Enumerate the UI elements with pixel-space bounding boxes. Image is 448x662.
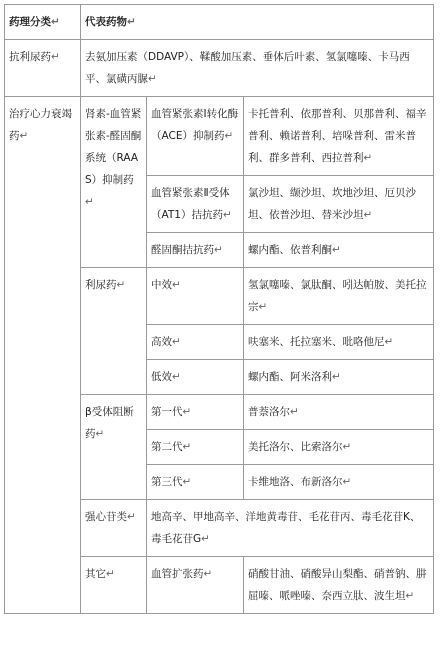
acei-label: 血管紧张素Ⅰ转化酶（ACE）抑制药↵ [147,97,244,176]
diuretics-low-drugs: 螺内酯、阿米洛利↵ [244,360,434,395]
glycosides-label: 强心苷类↵ [81,500,147,557]
arb-label: 血管紧张素Ⅱ受体（AT1）拮抗药↵ [147,176,244,233]
diuretics-mid-drugs: 氢氯噻嗪、氯肽酮、吲达帕胺、美托拉宗↵ [244,268,434,325]
header-category: 药理分类↵ [5,5,81,40]
beta-gen1-label: 第一代↵ [147,395,244,430]
diuretics-high-label: 高效↵ [147,325,244,360]
table-row [5,97,434,176]
drugs-antidiuretic: 去氨加压素（DDAVP）、鞣酸加压素、垂体后叶素、氢氯噻嗪、卡马西平、氯磺丙脲↵ [81,40,434,97]
arb-drugs: 氯沙坦、缬沙坦、坎地沙坦、厄贝沙坦、依普沙坦、替米沙坦↵ [244,176,434,233]
beta-gen3-label: 第三代↵ [147,465,244,500]
beta-gen2-label: 第二代↵ [147,430,244,465]
acei-drugs: 卡托普利、依那普利、贝那普利、福辛普利、赖诺普利、培哚普利、雷米普利、群多普利、西拉普利↵ [244,97,434,176]
diuretics-high-drugs: 呋塞米、托拉塞米、吡咯他尼↵ [244,325,434,360]
aldo-drugs: 螺内酯、依普利酮↵ [244,233,434,268]
beta-blocker-label: β受体阻断药↵ [81,395,147,500]
header-drugs: 代表药物↵ [81,5,434,40]
beta-gen3-drugs: 卡维地洛、布新洛尔↵ [244,465,434,500]
category-heart-failure: 治疗心力衰竭药↵ [5,97,81,614]
table-row [5,40,434,97]
table-header-row [5,5,434,40]
other-drugs: 硝酸甘油、硝酸异山梨酯、硝普钠、肼屈嗪、哌唑嗪、奈西立肽、波生坦↵ [244,557,434,614]
diuretics-label: 利尿药↵ [81,268,147,395]
beta-gen2-drugs: 美托洛尔、比索洛尔↵ [244,430,434,465]
category-antidiuretic: 抗利尿药↵ [5,40,81,97]
diuretics-mid-label: 中效↵ [147,268,244,325]
other-sub-label: 血管扩张药↵ [147,557,244,614]
beta-gen1-drugs: 普萘洛尔↵ [244,395,434,430]
glycosides-drugs: 地高辛、甲地高辛、洋地黄毒苷、毛花苷丙、毒毛花苷K、毒毛花苷G↵ [147,500,434,557]
drug-classification-table [4,4,434,614]
aldo-label: 醛固酮拮抗药↵ [147,233,244,268]
raas-label: 肾素-血管紧张素-醛固酮系统（RAAS）抑制药↵ [81,97,147,268]
other-label: 其它↵ [81,557,147,614]
diuretics-low-label: 低效↵ [147,360,244,395]
